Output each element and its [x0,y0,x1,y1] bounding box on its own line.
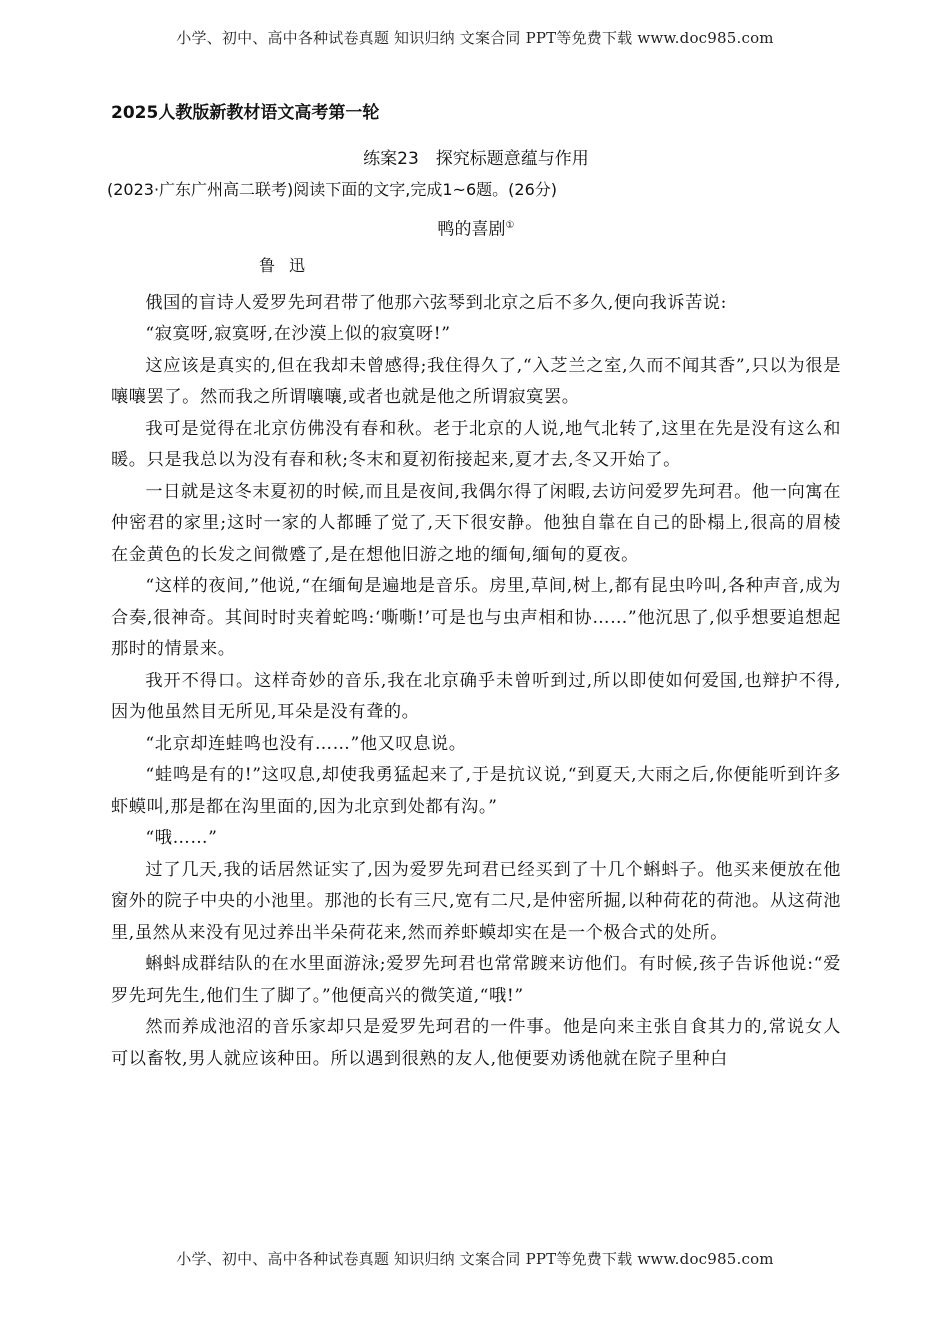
paragraph: 俄国的盲诗人爱罗先珂君带了他那六弦琴到北京之后不多久,便向我诉苦说: [145,292,728,313]
footnote-mark: ① [505,220,515,231]
article-title-text: 鸭的喜剧 [437,219,506,240]
paragraph: 我开不得口。这样奇妙的音乐,我在北京确乎未曾听到过,所以即使如何爱国,也辩护不得,因为他虽然目无所见,耳朵是没有聋的。 [111,670,841,723]
article-title [111,211,841,245]
paragraph: 然而养成池沼的音乐家却只是爱罗先珂君的一件事。他是向来主张自食其力的,常说女人可以畜牧,男人就应该种田。所以遇到很熟的友人,他便要劝诱他就在院子里种白 [111,1017,841,1069]
paragraph: “这样的夜间,”他说,“在缅甸是遍地是音乐。房里,草间,树上,都有昆虫吟叫,各种声音,成为合奏,很神奇。其间时时夹着蛇鸣:‘嘶嘶!’可是也与虫声相和协……”他沉思了,似乎想要追想起那时的情景来。 [111,576,841,660]
page-footer: 小学、初中、高中各种试卷真题 知识归纳 文案合同 PPT等免费下载 www.doc985.com [176,1250,774,1268]
article-author: 鲁迅 [259,255,320,275]
paragraph: 我可是觉得在北京仿佛没有春和秋。老于北京的人说,地气北转了,这里在先是没有这么和暖。只是我总以为没有春和秋;冬末和夏初衔接起来,夏才去,冬又开始了。 [111,418,841,471]
question-source: (2023·广东广州高二联考)阅读下面的文字,完成1~6题。(26分) [107,180,557,199]
paragraph: 过了几天,我的话居然证实了,因为爱罗先珂君已经买到了十几个蝌蚪子。他买来便放在他窗外的院子中央的小池里。那池的长有三尺,宽有二尺,是仲密所掘,以种荷花的荷池。从这荷池里,虽然从来没有见过养出半朵荷花来,然而养虾蟆却实在是一个极合式的处所。 [111,859,841,943]
paragraph: 蝌蚪成群结队的在水里面游泳;爱罗先珂君也常常踱来访他们。有时候,孩子告诉他说:“爱罗先珂先生,他们生了脚了。”他便高兴的微笑道,“哦!” [111,954,841,1006]
exercise-title: 练案23 探究标题意蕴与作用 [363,149,589,169]
paragraph: “蛙鸣是有的!”这叹息,却使我勇猛起来了,于是抗议说,“到夏天,大雨之后,你便能听到许多虾蟆叫,那是都在沟里面的,因为北京到处都有沟。” [111,765,841,817]
paragraph: 这应该是真实的,但在我却未曾感得;我住得久了,“入芝兰之室,久而不闻其香”,只以为很是嚷嚷罢了。然而我之所谓嚷嚷,或者也就是他之所谓寂寞罢。 [111,355,841,408]
document-content [107,100,841,1075]
paragraph: “哦……” [145,828,218,849]
page-header: 小学、初中、高中各种试卷真题 知识归纳 文案合同 PPT等免费下载 www.doc985.com [176,29,774,47]
paragraph: “寂寞呀,寂寞呀,在沙漠上似的寂寞呀!” [145,324,451,345]
paragraph: 一日就是这冬末夏初的时候,而且是夜间,我偶尔得了闲暇,去访问爱罗先珂君。他一向寓在仲密君的家里;这时一家的人都睡了觉了,天下很安静。他独自靠在自己的卧榻上,很高的眉棱在金黄色的长发之间微蹙了,是在想他旧游之地的缅甸,缅甸的夏夜。 [111,481,841,565]
paragraph: “北京却连蛙鸣也没有……”他又叹息说。 [145,733,467,754]
book-title: 2025人教版新教材语文高考第一轮 [111,103,380,123]
article-body [111,288,841,1076]
